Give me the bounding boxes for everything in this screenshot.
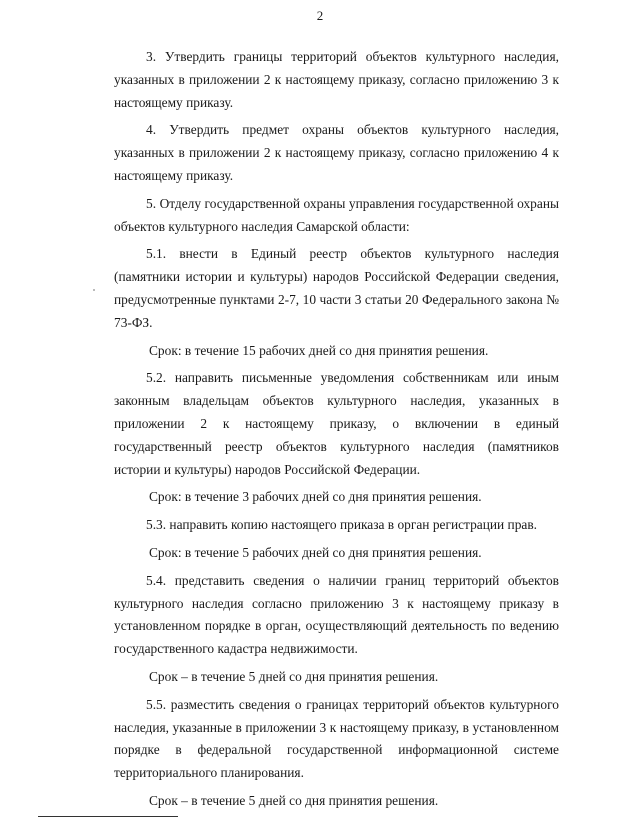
paragraph-5-4: 5.4. представить сведения о наличии границ территорий объектов культурного наследия согласно приложению 3 к настоящему приказу в установленном порядке в орган, осуществляющий деятельность по ведению государственного кадастра недвижимости.: [114, 572, 559, 657]
deadline-5-4: Срок – в течение 5 дней со дня принятия решения.: [149, 668, 439, 684]
page-number: 2: [316, 8, 324, 23]
margin-mark: [93, 289, 95, 291]
paragraph-5-3: 5.3. направить копию настоящего приказа в орган регистрации прав.: [146, 517, 538, 533]
paragraph-5-2: 5.2. направить письменные уведомления собственникам или иным законным владельцам объектов культурного наследия, указанных в приложении 2 к настоящему приказу, о включении в единый государственный реестр объектов культурного наследия (памятников истории и культуры) народов Российской Федерации.: [114, 370, 559, 477]
paragraph-5: 5. Отделу государственной охраны управления государственной охраны объектов культурного наследия Самарской области:: [114, 195, 559, 234]
document-body: [114, 46, 559, 818]
paragraph-3: 3. Утвердить границы территорий объектов культурного наследия, указанных в приложении 2 к настоящему приказу, согласно приложению 3 к настоящему приказу.: [114, 49, 559, 110]
deadline-5-1: Срок: в течение 15 рабочих дней со дня принятия решения.: [149, 342, 489, 358]
deadline-5-3: Срок: в течение 5 рабочих дней со дня принятия решения.: [149, 544, 482, 560]
deadline-5-5: Срок – в течение 5 дней со дня принятия решения.: [149, 792, 439, 808]
deadline-5-2: Срок: в течение 3 рабочих дней со дня принятия решения.: [149, 489, 482, 505]
paragraph-4: 4. Утвердить предмет охраны объектов культурного наследия, указанных в приложении 2 к настоящему приказу, согласно приложению 4 к настоящему приказу.: [114, 122, 559, 183]
paragraph-5-5: 5.5. разместить сведения о границах территорий объектов культурного наследия, указанные в приложении 3 к настоящему приказу, в установленном порядке в федеральной государственной информационной системе территориального планирования.: [114, 696, 559, 781]
paragraph-5-1: 5.1. внести в Единый реестр объектов культурного наследия (памятники истории и культуры) народов Российской Федерации сведения, предусмотренные пунктами 2-7, 10 части 3 статьи 20 Федерального закона № 73-ФЗ.: [114, 246, 559, 330]
footer-rule: [38, 816, 178, 817]
